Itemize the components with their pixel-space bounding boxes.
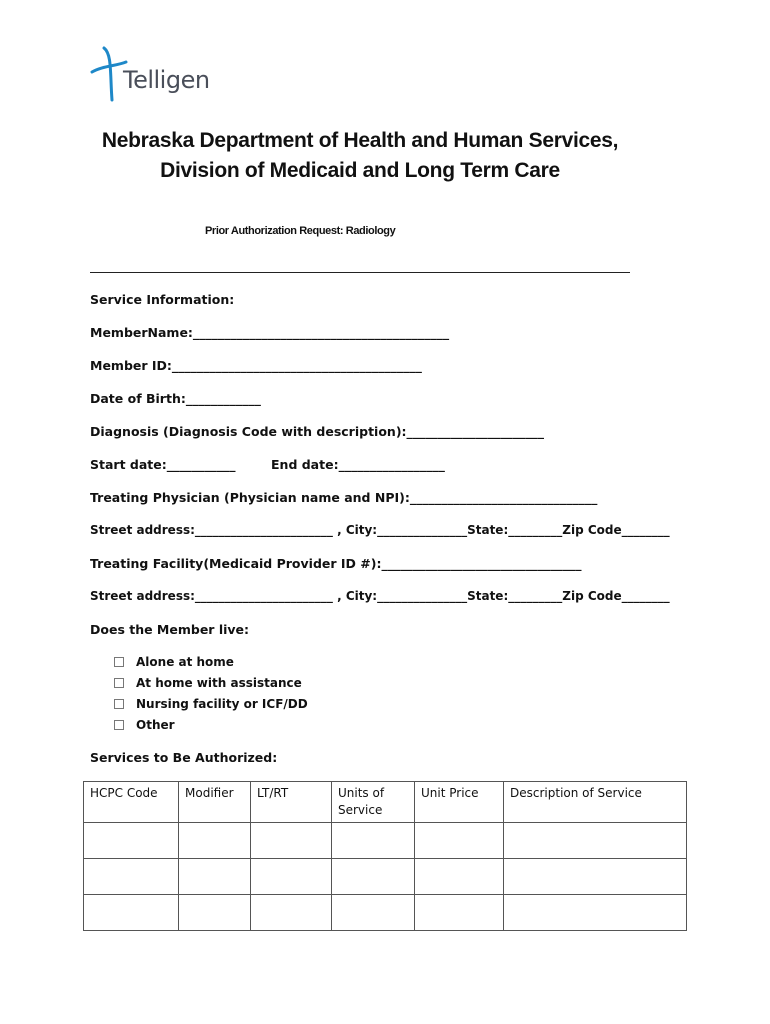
- checkbox[interactable]: [114, 678, 124, 688]
- table-cell[interactable]: [332, 859, 415, 895]
- telligen-logo: [90, 44, 220, 104]
- table-row: [84, 895, 687, 931]
- diagnosis-field[interactable]: Diagnosis (Diagnosis Code with description):______________________: [90, 424, 545, 439]
- option-other[interactable]: Other: [114, 718, 175, 732]
- table-cell[interactable]: [332, 895, 415, 931]
- checkbox[interactable]: [114, 720, 124, 730]
- table-cell[interactable]: [251, 895, 332, 931]
- physician-address-field[interactable]: Street address:_______________________ , City:_______________State:_________Zip Code________: [90, 523, 670, 537]
- form-subtitle: Prior Authorization Request: Radiology: [205, 225, 396, 237]
- table-cell[interactable]: [84, 895, 179, 931]
- option-at-home-with-assistance[interactable]: At home with assistance: [114, 676, 302, 690]
- checkbox[interactable]: [114, 657, 124, 667]
- table-cell[interactable]: [251, 823, 332, 859]
- col-hcpc-code: HCPC Code: [84, 782, 179, 823]
- table-cell[interactable]: [415, 859, 504, 895]
- table-cell[interactable]: [504, 823, 687, 859]
- title-line-2: Division of Medicaid and Long Term Care: [160, 159, 560, 182]
- col-lt-rt: LT/RT: [251, 782, 332, 823]
- table-cell[interactable]: [179, 823, 251, 859]
- member-name-field[interactable]: MemberName:_________________________________________: [90, 325, 450, 340]
- checkbox[interactable]: [114, 699, 124, 709]
- table-cell[interactable]: [415, 895, 504, 931]
- treating-facility-field[interactable]: Treating Facility(Medicaid Provider ID #):________________________________: [90, 556, 582, 571]
- option-alone-at-home[interactable]: Alone at home: [114, 655, 234, 669]
- start-date-field[interactable]: Start date:___________: [90, 457, 236, 472]
- table-cell[interactable]: [179, 895, 251, 931]
- table-row: [84, 823, 687, 859]
- member-id-field[interactable]: Member ID:________________________________________: [90, 358, 422, 373]
- service-info-heading: Service Information:: [90, 292, 235, 307]
- col-modifier: Modifier: [179, 782, 251, 823]
- table-header-row: [84, 782, 687, 823]
- end-date-field[interactable]: End date:_________________: [271, 457, 445, 472]
- table-cell[interactable]: [84, 823, 179, 859]
- logo-text: Telligen: [123, 66, 210, 94]
- table-cell[interactable]: [504, 895, 687, 931]
- table-cell[interactable]: [251, 859, 332, 895]
- table-cell[interactable]: [504, 859, 687, 895]
- col-units-of-service: Units of Service: [332, 782, 415, 823]
- page-title: [60, 126, 660, 186]
- table-cell[interactable]: [84, 859, 179, 895]
- col-unit-price: Unit Price: [415, 782, 504, 823]
- facility-address-field[interactable]: Street address:_______________________ , City:_______________State:_________Zip Code________: [90, 589, 670, 603]
- date-of-birth-field[interactable]: Date of Birth:____________: [90, 391, 261, 406]
- table-cell[interactable]: [332, 823, 415, 859]
- treating-physician-field[interactable]: Treating Physician (Physician name and NPI):______________________________: [90, 490, 598, 505]
- option-nursing-facility[interactable]: Nursing facility or ICF/DD: [114, 697, 308, 711]
- table-cell[interactable]: [179, 859, 251, 895]
- col-description-of-service: Description of Service: [504, 782, 687, 823]
- title-line-1: Nebraska Department of Health and Human Services,: [101, 129, 619, 152]
- table-cell[interactable]: [415, 823, 504, 859]
- does-member-live-label: Does the Member live:: [90, 622, 250, 637]
- divider-line: [90, 272, 630, 273]
- services-to-be-authorized-label: Services to Be Authorized:: [90, 750, 278, 765]
- table-row: [84, 859, 687, 895]
- services-table: [83, 781, 687, 931]
